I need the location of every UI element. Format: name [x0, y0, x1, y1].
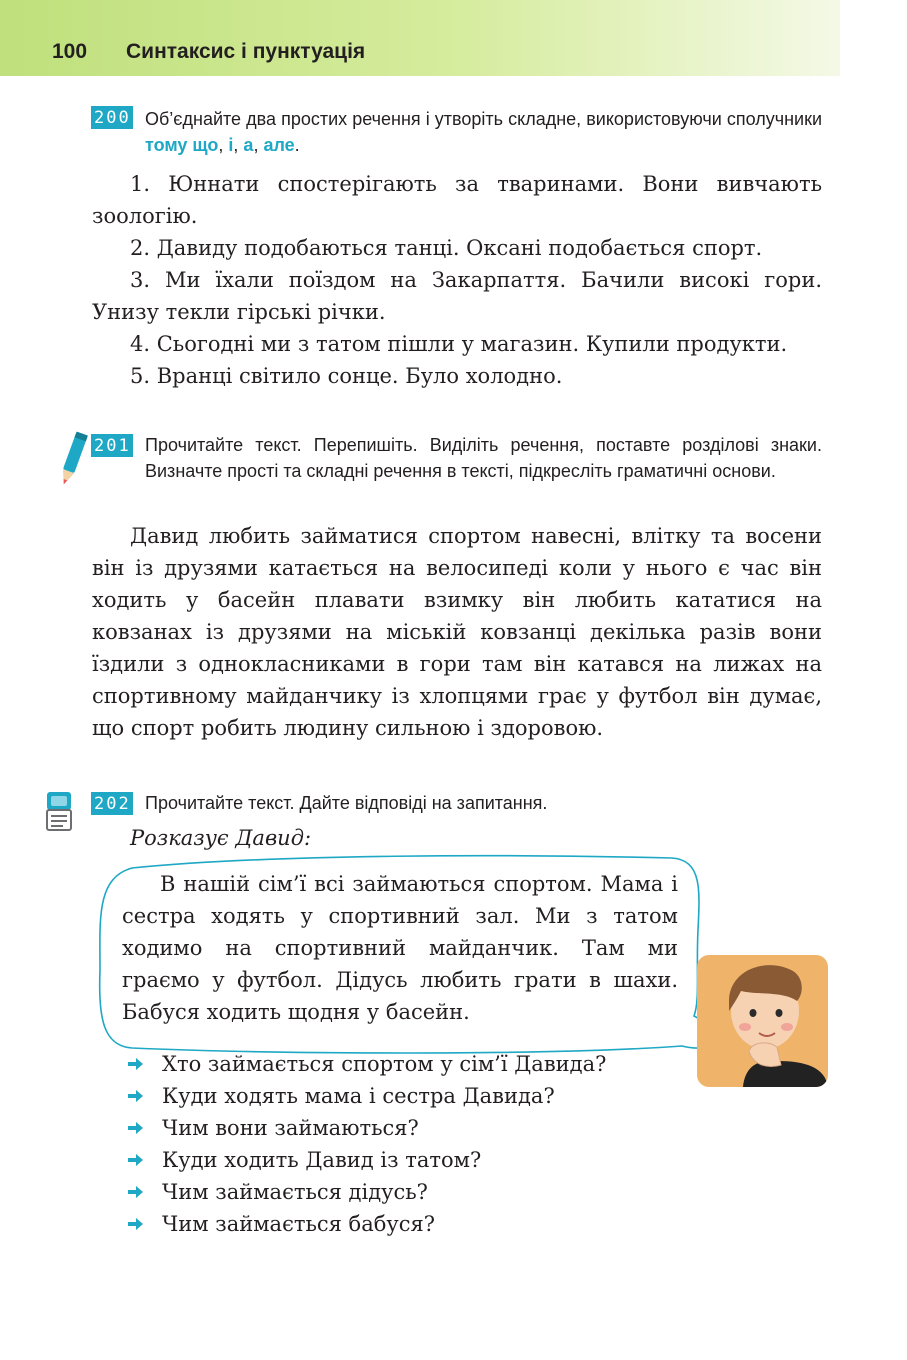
conjunction: а	[243, 135, 254, 155]
exercise-200-sentences	[92, 168, 822, 392]
sentence-item: 3. Ми їхали поїздом на Закарпаття. Бачили високі гори. Унизу текли гірські річки.	[92, 268, 822, 324]
arrow-right-icon	[128, 1208, 150, 1240]
story-paragraph: В нашій сім’ї всі займаються спортом. Мама і сестра ходять у спортивний зал. Ми з татом ходимо на спортивний майданчик. Там ми граємо у футбол. Дідусь любить грати в шахи. Бабуся ходить щодня у басейн.	[122, 872, 678, 1024]
exercise-201-text	[92, 520, 822, 744]
question-item	[128, 1080, 606, 1112]
page-number: 100	[52, 40, 88, 63]
conjunction: тому що	[145, 135, 219, 155]
narrator-name: Розказує Давид	[130, 826, 305, 850]
pencil-icon	[58, 430, 88, 488]
exercise-200-task	[145, 106, 822, 158]
question-text: Куди ходить Давид із татом?	[162, 1148, 482, 1172]
conjunction: і	[228, 135, 234, 155]
question-text: Хто займається спортом у сім’ї Давида?	[162, 1052, 607, 1076]
separator: ,	[218, 135, 229, 155]
question-text: Чим вони займаються?	[162, 1116, 419, 1140]
section-title: Синтаксис і пунктуація	[126, 40, 366, 63]
exercise-number-200: 200	[91, 106, 133, 129]
narrator-line	[130, 826, 311, 850]
question-item	[128, 1144, 606, 1176]
exercise-number-202: 202	[91, 792, 133, 815]
question-item	[128, 1176, 606, 1208]
arrow-right-icon	[128, 1144, 150, 1176]
arrow-right-icon	[128, 1080, 150, 1112]
exercise-201-task: Прочитайте текст. Перепишіть. Виділіть речення, поставте розділові знаки. Визначте прості та складні речення в тексті, підкресліть граматичні основи.	[145, 435, 822, 481]
boy-illustration	[697, 955, 828, 1087]
question-text: Куди ходять мама і сестра Давида?	[162, 1084, 555, 1108]
boy-face-icon	[697, 955, 828, 1087]
question-text: Чим займається бабуся?	[162, 1212, 435, 1236]
conjunction: але	[263, 135, 295, 155]
sentence-item: 1. Юннати спостерігають за тваринами. Вони вивчають зоологію.	[92, 172, 822, 228]
question-text: Чим займається дідусь?	[162, 1180, 428, 1204]
sentence-item: 2. Давиду подобаються танці. Оксані подобається спорт.	[130, 236, 763, 260]
narrator-colon: :	[304, 826, 312, 850]
task-text: Об’єднайте два простих речення і утворіть складне, використовуючи сполучники	[145, 109, 822, 129]
arrow-right-icon	[128, 1112, 150, 1144]
questions-list	[128, 1048, 606, 1240]
paragraph: Давид любить займатися спортом навесні, влітку та восени він із друзями катається на велосипеді коли у нього є час він ходить у басейн плавати взимку він любить кататися на ковзанах із друзями на міській ковзанці декілька разів вони їздили з однокласниками в гори там він катався на лижах на спортивному майданчику із хлопцями грає у футбол він думає, що спорт робить людину сильною і здоровою.	[92, 524, 822, 740]
book-icon	[44, 790, 74, 832]
separator: ,	[253, 135, 264, 155]
arrow-right-icon	[128, 1048, 150, 1080]
page-header	[0, 0, 840, 76]
question-item	[128, 1048, 606, 1080]
question-item	[128, 1112, 606, 1144]
question-item	[128, 1208, 606, 1240]
arrow-right-icon	[128, 1176, 150, 1208]
sentence-item: 4. Сьогодні ми з татом пішли у магазин. Купили продукти.	[130, 332, 788, 356]
exercise-number-201: 201	[91, 434, 133, 457]
exercise-202-task: Прочитайте текст. Дайте відповіді на запитання.	[145, 793, 548, 813]
separator: .	[294, 135, 300, 155]
sentence-item: 5. Вранці світило сонце. Було холодно.	[130, 364, 563, 388]
story-text	[122, 868, 678, 1028]
separator: ,	[233, 135, 244, 155]
